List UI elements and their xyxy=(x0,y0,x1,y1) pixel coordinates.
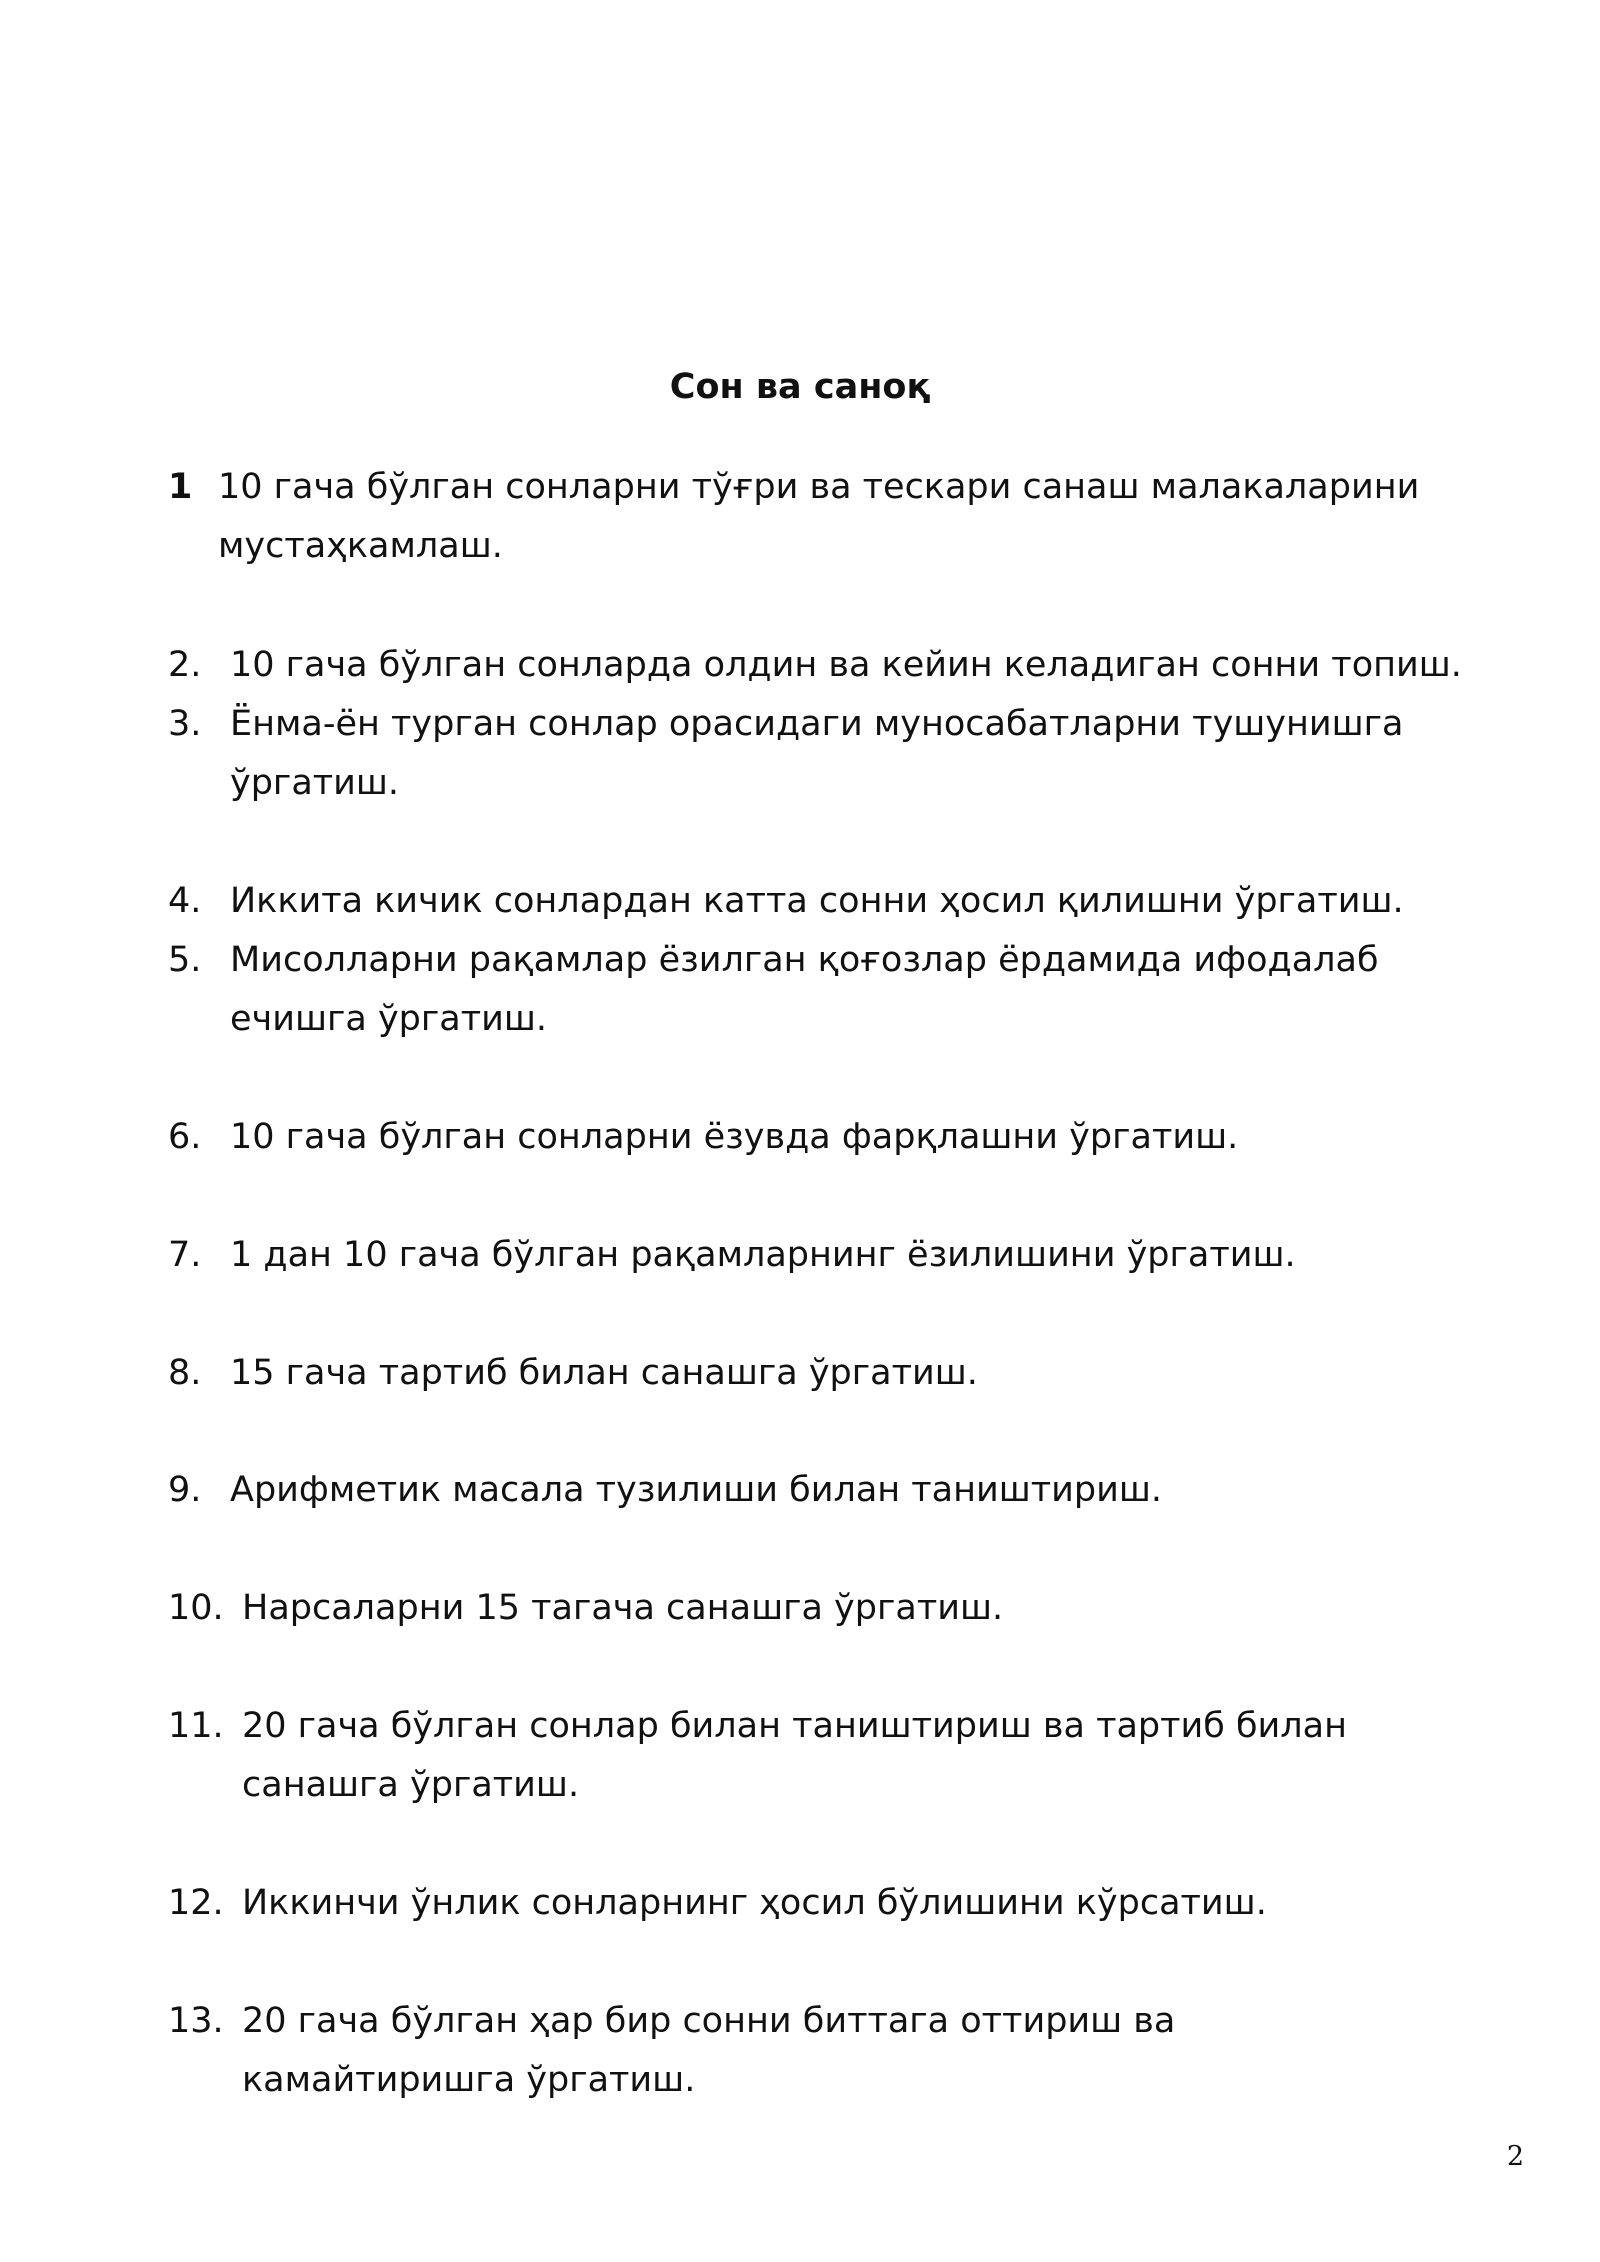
list-item-number: 13. xyxy=(168,2001,224,2041)
list-item-text: 10 гача бўлган сонларни тўғри ва тескари санаш малакаларини мустаҳкамлаш. xyxy=(218,467,1420,566)
list-item-1 xyxy=(168,458,1488,576)
list-item-3 xyxy=(168,695,1488,813)
list-item-13 xyxy=(168,1992,1488,2110)
list-item-number: 10. xyxy=(168,1588,224,1628)
page-title: Сон ва саноқ xyxy=(669,367,931,407)
list-item-5 xyxy=(168,931,1488,1049)
list-item-text: 10 гача бўлган сонларни ёзувда фарқлашни ўргатиш. xyxy=(230,1117,1239,1157)
list-item-number: 2. xyxy=(168,645,202,685)
list-item-text: 20 гача бўлган ҳар бир сонни биттага оттириш ва камайтиришга ўргатиш. xyxy=(242,2001,1176,2100)
list-item-4 xyxy=(168,872,1488,931)
list-item-12 xyxy=(168,1874,1488,1933)
list-item-8 xyxy=(168,1344,1488,1403)
list-item-text: 10 гача бўлган сонларда олдин ва кейин келадиган сонни топиш. xyxy=(230,645,1462,685)
list-item-number: 6. xyxy=(168,1117,202,1157)
list-item-text: 15 гача тартиб билан санашга ўргатиш. xyxy=(230,1353,978,1393)
list-item-11 xyxy=(168,1697,1488,1815)
list-item-number: 9. xyxy=(168,1470,202,1510)
list-item-6 xyxy=(168,1108,1488,1167)
list-item-text: Иккита кичик сонлардан катта сонни ҳосил қилишни ўргатиш. xyxy=(230,881,1404,921)
list-item-text: Ёнма-ён турган сонлар орасидаги муносабатларни тушунишга ўргатиш. xyxy=(230,704,1404,803)
list-item-number: 11. xyxy=(168,1706,224,1746)
list-item-text: Мисолларни рақамлар ёзилган қоғозлар ёрдамида ифодалаб ечишга ўргатиш. xyxy=(230,940,1379,1039)
list-item-text: 1 дан 10 гача бўлган рақамларнинг ёзилишини ўргатиш. xyxy=(230,1235,1296,1275)
list-item-text: 20 гача бўлган сонлар билан таништириш ва тартиб билан санашга ўргатиш. xyxy=(242,1706,1347,1805)
list-item-number: 8. xyxy=(168,1353,202,1393)
list-item-text: Арифметик масала тузилиши билан таништириш. xyxy=(230,1470,1163,1510)
list-item-number: 4. xyxy=(168,881,202,921)
list-item-number: 3. xyxy=(168,704,202,744)
list-item-number: 12. xyxy=(168,1883,224,1923)
list-item-text: Нарсаларни 15 тагача санашга ўргатиш. xyxy=(242,1588,1004,1628)
list-item-2 xyxy=(168,636,1488,695)
list-item-10 xyxy=(168,1579,1488,1638)
page-number: 2 xyxy=(1506,2141,1524,2172)
list-item-number: 7. xyxy=(168,1235,202,1275)
list-item-text: Иккинчи ўнлик сонларнинг ҳосил бўлишини кўрсатиш. xyxy=(242,1883,1267,1923)
list-item-number: 1 xyxy=(168,467,193,507)
list-item-7 xyxy=(168,1226,1488,1285)
list-item-number: 5. xyxy=(168,940,202,980)
list-item-9 xyxy=(168,1461,1488,1520)
